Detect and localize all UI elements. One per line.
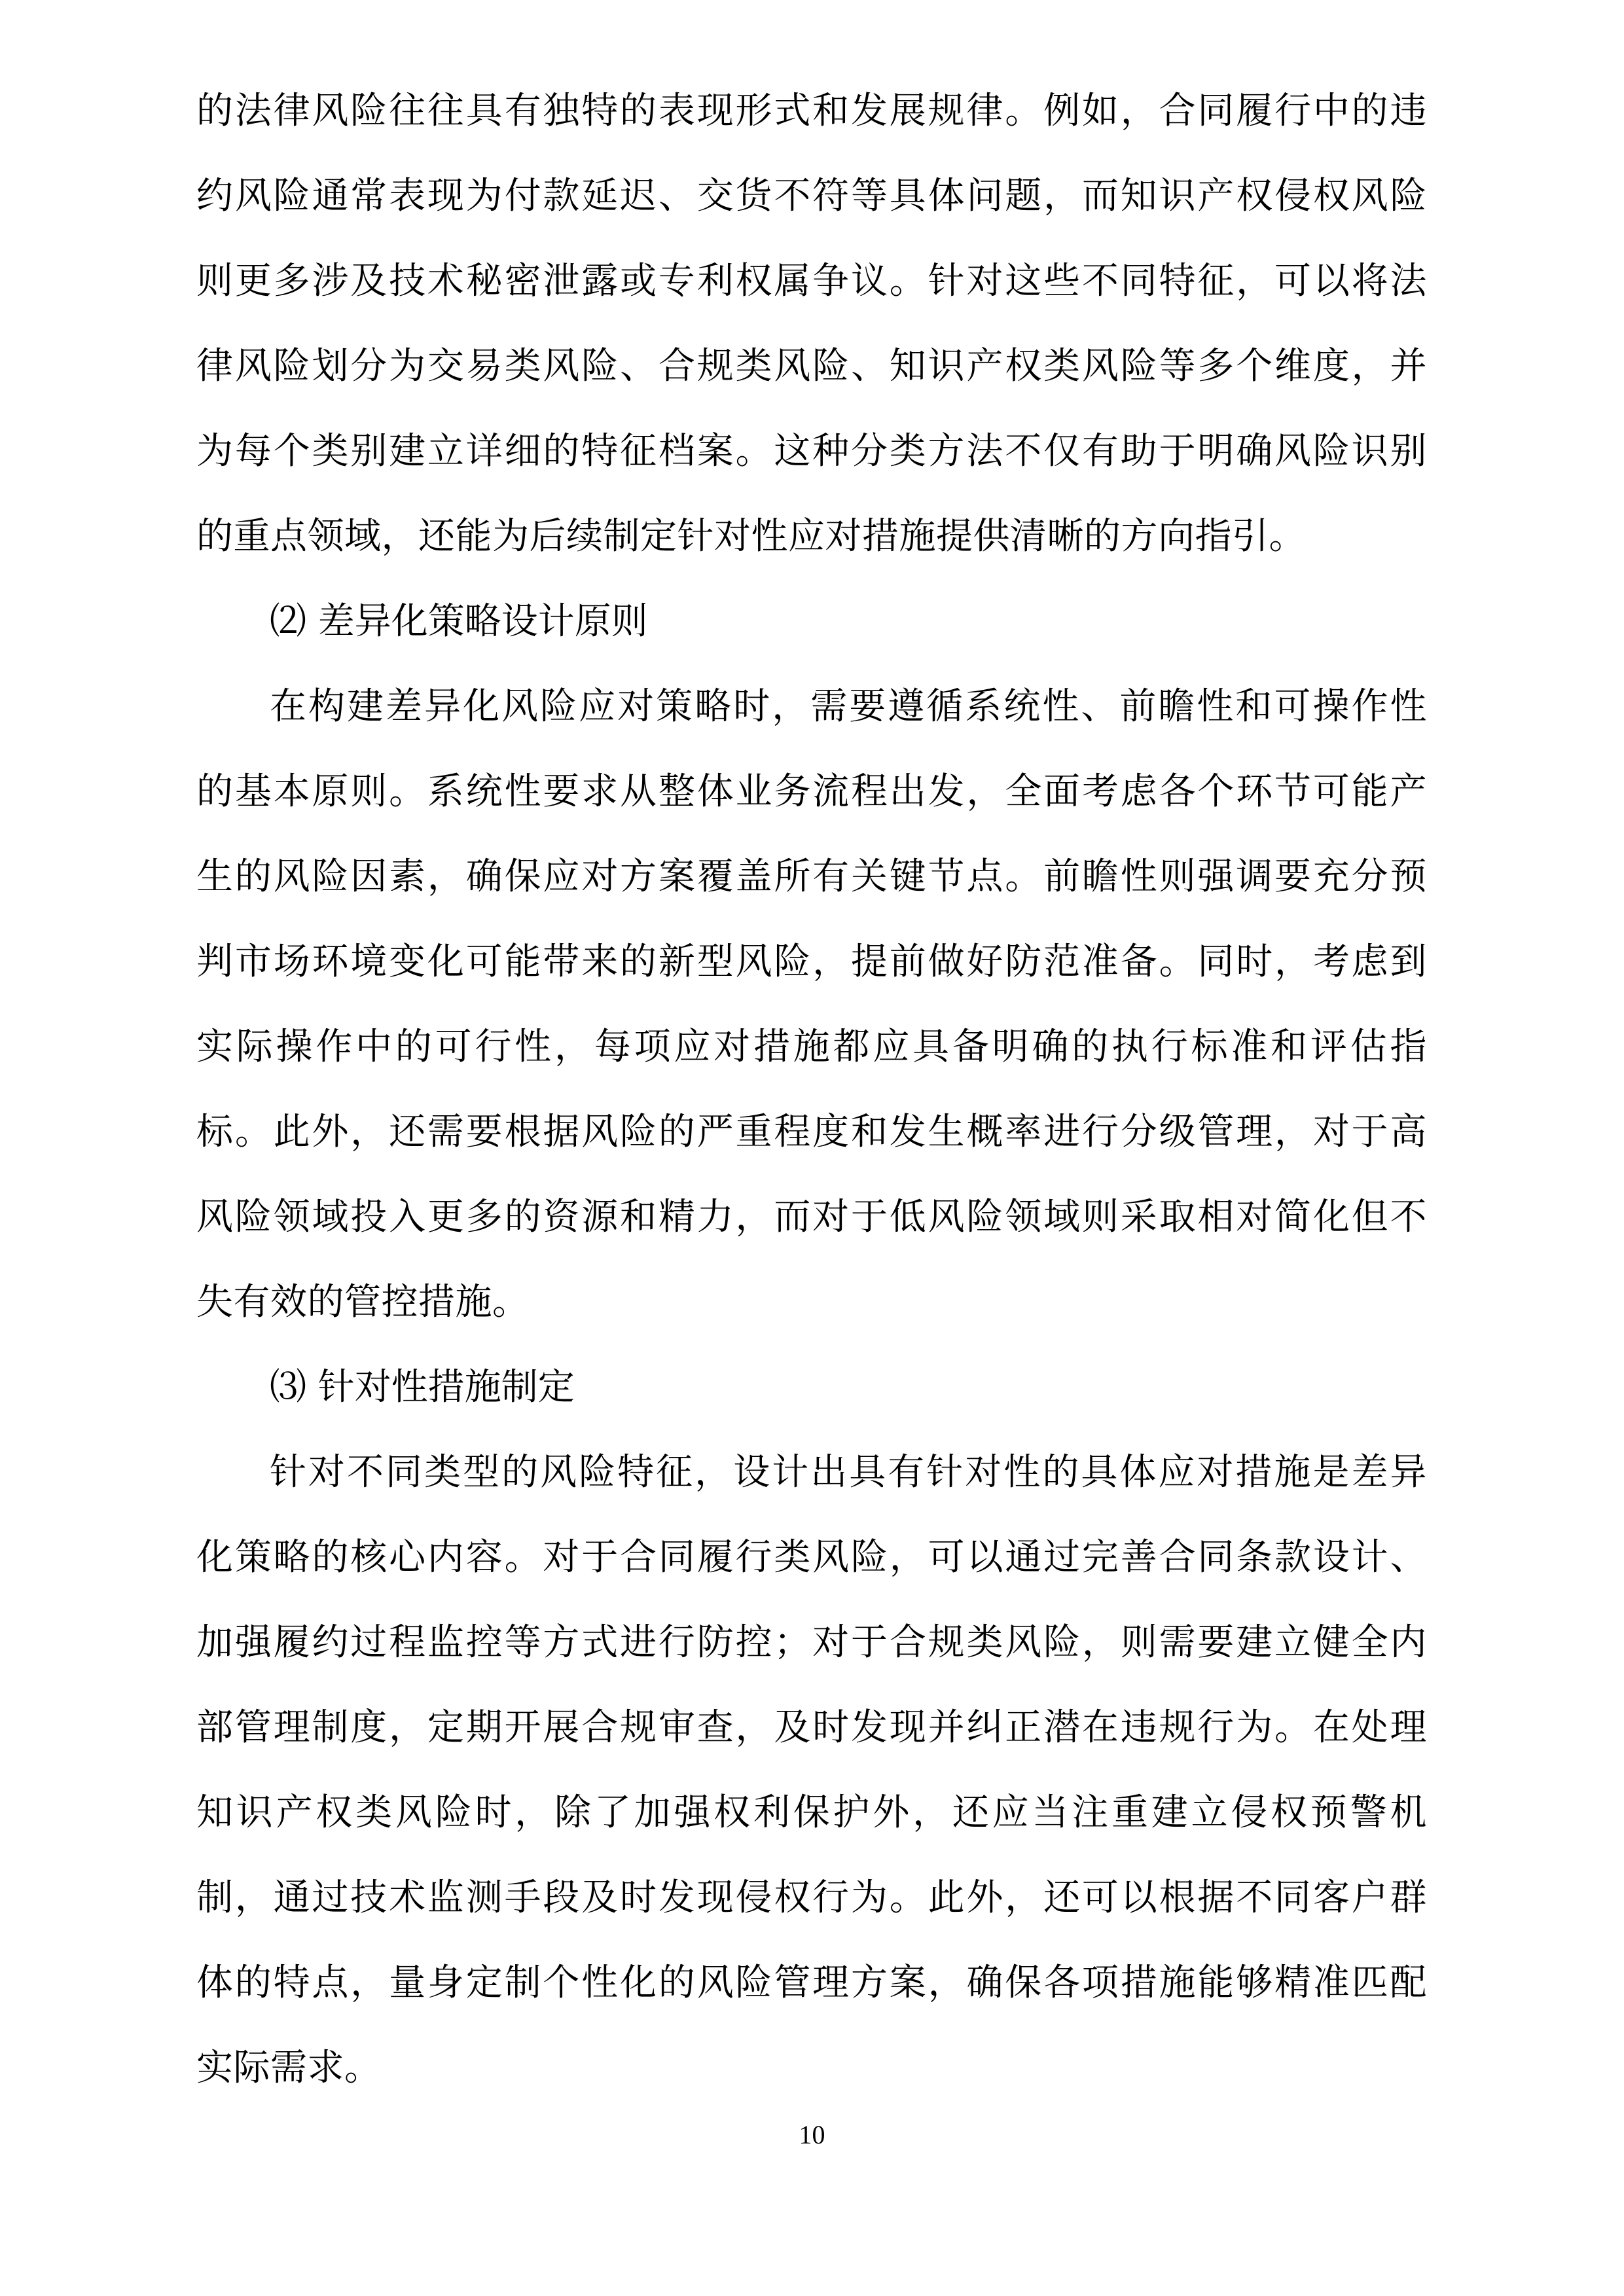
paragraph-2-line-4: 判市场环境变化可能带来的新型风险，提前做好防范准备。同时，考虑到 bbox=[196, 941, 1427, 983]
section-heading-2: ⑵ 差异化策略设计原则 bbox=[270, 600, 648, 643]
paragraph-3-line-3: 加强履约过程监控等方式进行防控；对于合规类风险，则需要建立健全内 bbox=[196, 1621, 1427, 1664]
paragraph-3-line-7: 体的特点，量身定制个性化的风险管理方案，确保各项措施能够精准匹配 bbox=[196, 1962, 1427, 2004]
paragraph-1-line-2: 约风险通常表现为付款延迟、交货不符等具体问题，而知识产权侵权风险 bbox=[196, 175, 1427, 217]
paragraph-1-line-5: 为每个类别建立详细的特征档案。这种分类方法不仅有助于明确风险识别 bbox=[196, 430, 1427, 473]
paragraph-2-line-6: 标。此外，还需要根据风险的严重程度和发生概率进行分级管理，对于高 bbox=[196, 1111, 1427, 1153]
paragraph-1-line-6: 的重点领域，还能为后续制定针对性应对措施提供清晰的方向指引。 bbox=[196, 515, 1306, 558]
paragraph-1-line-3: 则更多涉及技术秘密泄露或专利权属争议。针对这些不同特征，可以将法 bbox=[196, 260, 1427, 302]
paragraph-2-line-8: 失有效的管控措施。 bbox=[196, 1281, 530, 1323]
paragraph-3-line-8: 实际需求。 bbox=[196, 2047, 382, 2089]
paragraph-1-line-1: 的法律风险往往具有独特的表现形式和发展规律。例如，合同履行中的违 bbox=[196, 90, 1427, 132]
page-number: 10 bbox=[799, 2120, 825, 2149]
paragraph-2-line-7: 风险领域投入更多的资源和精力，而对于低风险领域则采取相对简化但不 bbox=[196, 1196, 1427, 1238]
paragraph-2-line-3: 生的风险因素，确保应对方案覆盖所有关键节点。前瞻性则强调要充分预 bbox=[196, 855, 1427, 898]
paragraph-2-line-1: 在构建差异化风险应对策略时，需要遵循系统性、前瞻性和可操作性 bbox=[270, 685, 1427, 728]
paragraph-3-line-6: 制，通过技术监测手段及时发现侵权行为。此外，还可以根据不同客户群 bbox=[196, 1876, 1427, 1919]
paragraph-3-line-4: 部管理制度，定期开展合规审查，及时发现并纠正潜在违规行为。在处理 bbox=[196, 1706, 1427, 1749]
paragraph-2-line-2: 的基本原则。系统性要求从整体业务流程出发，全面考虑各个环节可能产 bbox=[196, 770, 1427, 813]
paragraph-3-line-2: 化策略的核心内容。对于合同履行类风险，可以通过完善合同条款设计、 bbox=[196, 1536, 1427, 1579]
paragraph-1-line-4: 律风险划分为交易类风险、合规类风险、知识产权类风险等多个维度，并 bbox=[196, 345, 1427, 387]
paragraph-3-line-5: 知识产权类风险时，除了加强权利保护外，还应当注重建立侵权预警机 bbox=[196, 1791, 1427, 1834]
paragraph-2-line-5: 实际操作中的可行性，每项应对措施都应具备明确的执行标准和评估指 bbox=[196, 1026, 1427, 1068]
section-heading-3: ⑶ 针对性措施制定 bbox=[270, 1366, 575, 1408]
paragraph-3-line-1: 针对不同类型的风险特征，设计出具有针对性的具体应对措施是差异 bbox=[270, 1451, 1427, 1494]
